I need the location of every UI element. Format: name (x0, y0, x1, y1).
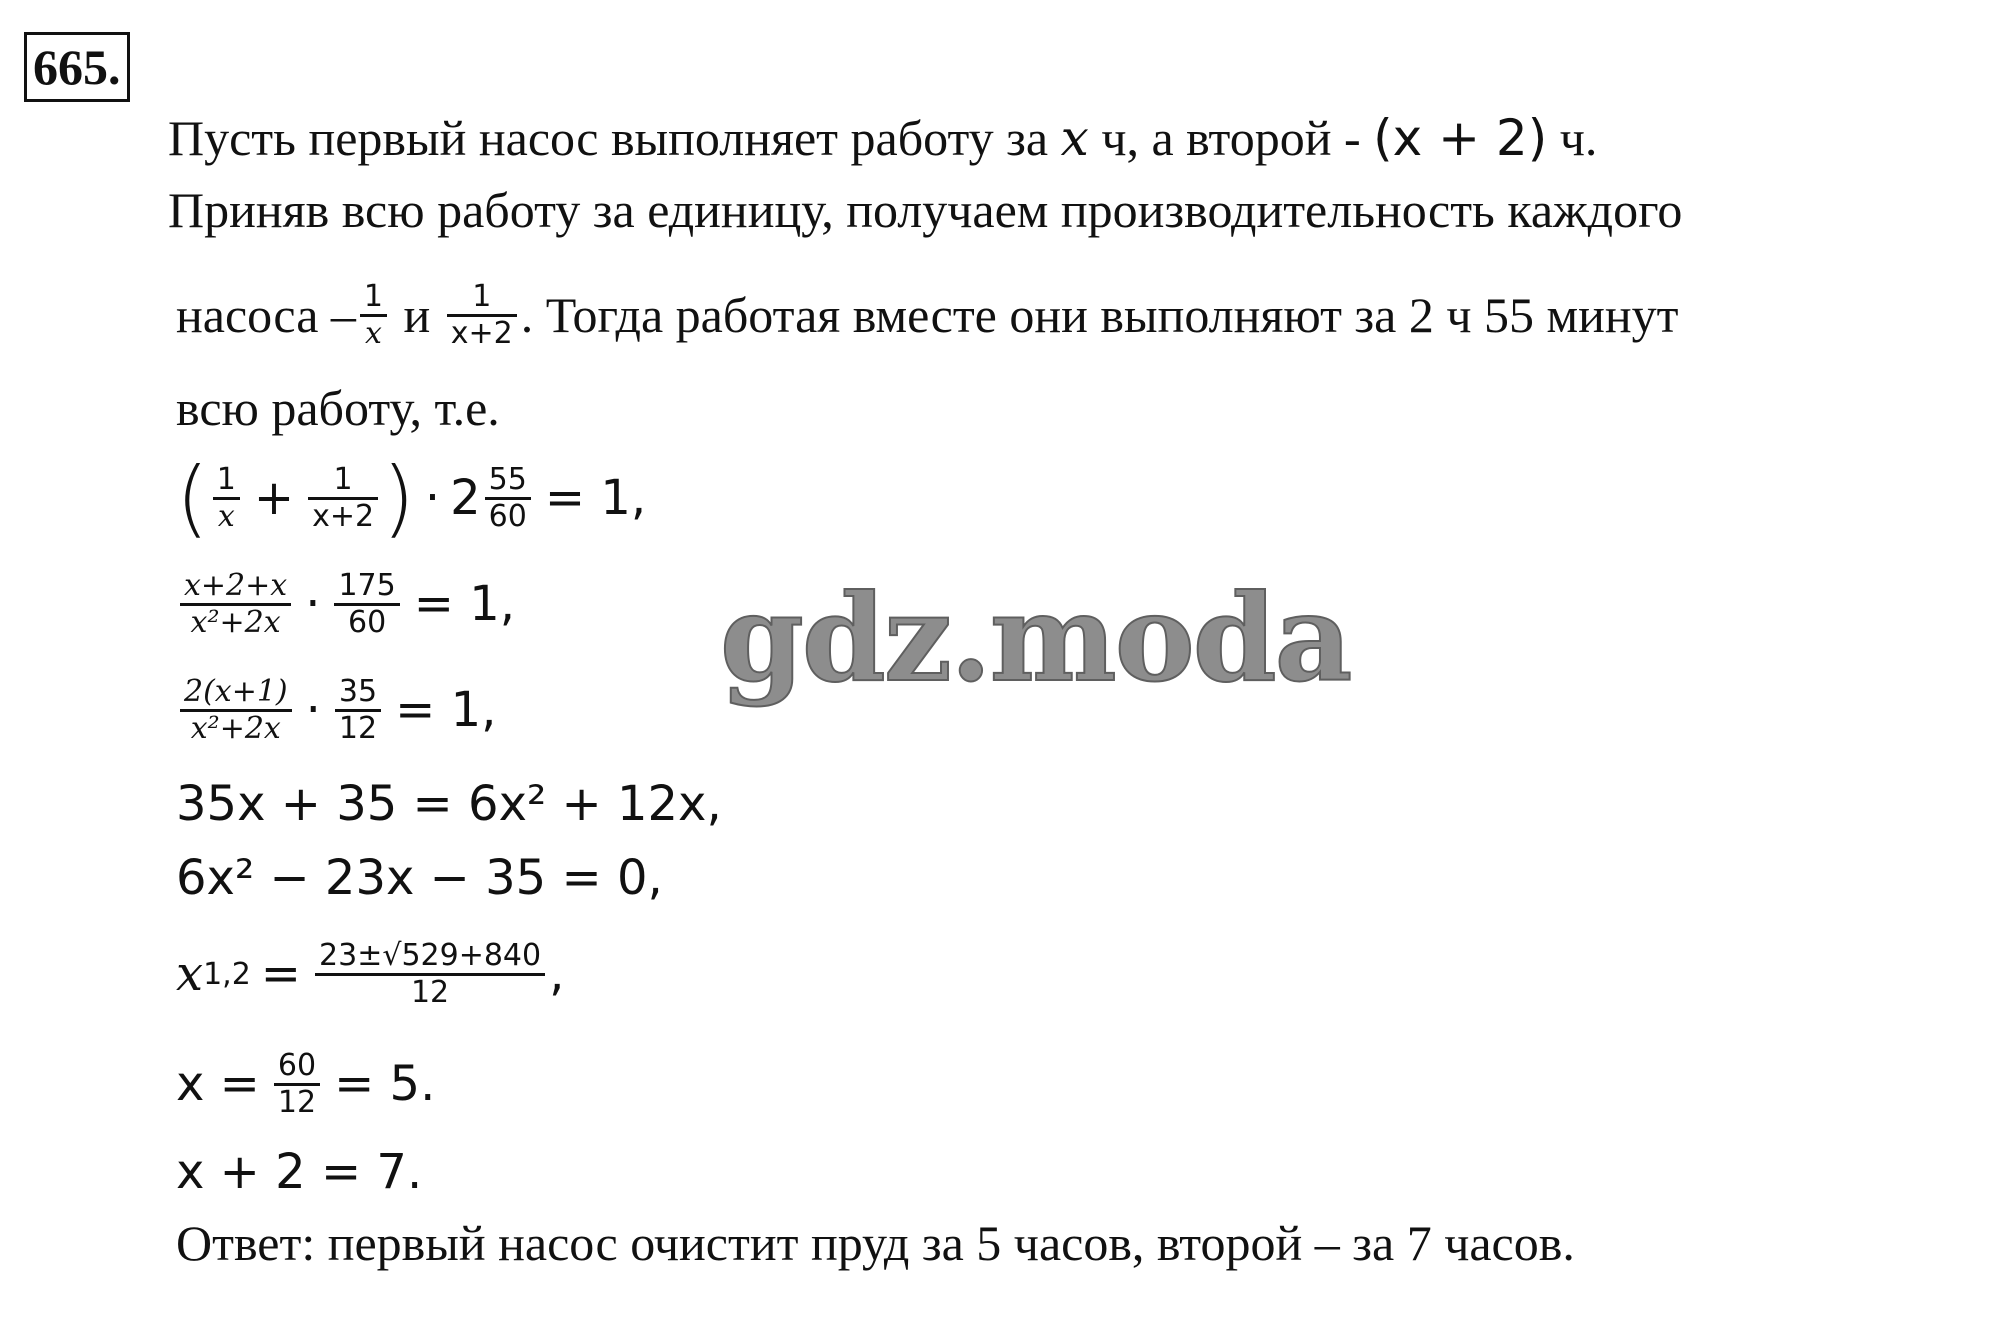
fraction-numerator: 60 (277, 1047, 317, 1083)
watermark-logo: gdz.moda (720, 568, 1351, 709)
intro-line-2: Приняв всю работу за единицу, получаем производительность каждого (168, 182, 1683, 238)
right-paren: ) (382, 449, 415, 547)
fraction-60-over-12 (274, 1049, 320, 1120)
equation-3 (176, 662, 506, 758)
intro-line-1-text-a: Пусть первый насос выполняет работу за (168, 110, 1061, 166)
fraction-denominator: x (364, 315, 382, 351)
equation-rhs: = 1, (413, 576, 516, 632)
intro-line-1 (168, 108, 1597, 168)
fraction-denominator: 12 (338, 710, 378, 746)
fraction-numerator: 175 (338, 567, 396, 603)
fraction-denominator: x²+2x (190, 604, 281, 640)
fraction-numerator: 23±√529+840 (319, 937, 542, 973)
equation-8: x + 2 = 7. (176, 1144, 423, 1200)
fraction-numerator: 55 (488, 461, 527, 497)
fraction-1-over-x-plus-2 (447, 280, 517, 351)
mixed-whole: 2 (450, 470, 481, 526)
comma: , (549, 946, 565, 1002)
equation-lhs: x = (176, 1056, 260, 1112)
fraction-denominator: 60 (348, 604, 387, 640)
equation-6 (176, 922, 564, 1026)
fraction-numerator: x+2+x (184, 567, 288, 603)
dot-operator: · (424, 470, 441, 526)
intro-line-3-text-a: насоса – (176, 287, 356, 343)
fraction-numerator: 35 (338, 673, 378, 709)
dot-operator: · (305, 576, 321, 632)
fraction-numerator: 1 (472, 278, 492, 314)
intro-line-3-text-b: . Тогда работая вместе они выполняют за 2 ч 55 минут (520, 287, 1679, 343)
fraction-denominator: x+2 (450, 315, 513, 351)
equation-4: 35x + 35 = 6x² + 12x, (176, 776, 722, 832)
equals-sign: = (260, 946, 302, 1002)
variable-x: x (1060, 109, 1089, 167)
equation-1 (176, 448, 656, 548)
intro-line-4: всю работу, т.е. (176, 380, 500, 436)
fraction-denominator: x+2 (312, 498, 375, 534)
problem-number: 665. (24, 32, 130, 102)
intro-line-3-and: и (390, 287, 443, 343)
left-paren: ( (176, 449, 209, 547)
equation-rhs: = 1, (395, 682, 497, 738)
equation-7 (176, 1034, 445, 1134)
expression-x-plus-2: (x + 2) (1373, 109, 1548, 167)
fraction-right (335, 675, 381, 746)
fraction-denominator: 60 (488, 498, 527, 534)
equation-5: 6x² − 23x − 35 = 0, (176, 850, 663, 906)
dot-operator: · (305, 682, 321, 738)
equation-rhs: = 1, (544, 470, 647, 526)
fraction-1-over-x (360, 280, 387, 351)
fraction-left (180, 675, 292, 746)
fraction-numerator: 2(x+1) (184, 673, 288, 709)
answer-text: Ответ: первый насос очистит пруд за 5 часов, второй – за 7 часов. (176, 1215, 1575, 1271)
fraction-denominator: 12 (277, 1084, 317, 1120)
subscript: 1,2 (203, 956, 251, 992)
intro-line-1-text-b: ч, а второй - (1088, 110, 1374, 166)
fraction-numerator: 1 (363, 278, 383, 314)
fraction-numerator: 1 (216, 461, 236, 497)
fraction-denominator: x (217, 498, 235, 534)
fraction-1-over-x (213, 463, 240, 534)
fraction-numerator: 1 (333, 461, 353, 497)
equation-rhs: = 5. (334, 1056, 436, 1112)
fraction-denominator: x²+2x (190, 710, 281, 746)
fraction-left (180, 569, 291, 640)
equation-2 (176, 556, 525, 652)
variable-x: x (176, 946, 204, 1002)
quadratic-root-fraction (315, 939, 545, 1010)
fraction-1-over-x-plus-2 (308, 463, 378, 534)
intro-line-1-text-c: ч. (1547, 110, 1598, 166)
fraction-right (334, 569, 399, 640)
plus-sign: + (253, 470, 295, 526)
fraction-denominator: 12 (410, 974, 450, 1010)
intro-line-3 (176, 270, 1679, 360)
mixed-fraction (485, 463, 531, 534)
